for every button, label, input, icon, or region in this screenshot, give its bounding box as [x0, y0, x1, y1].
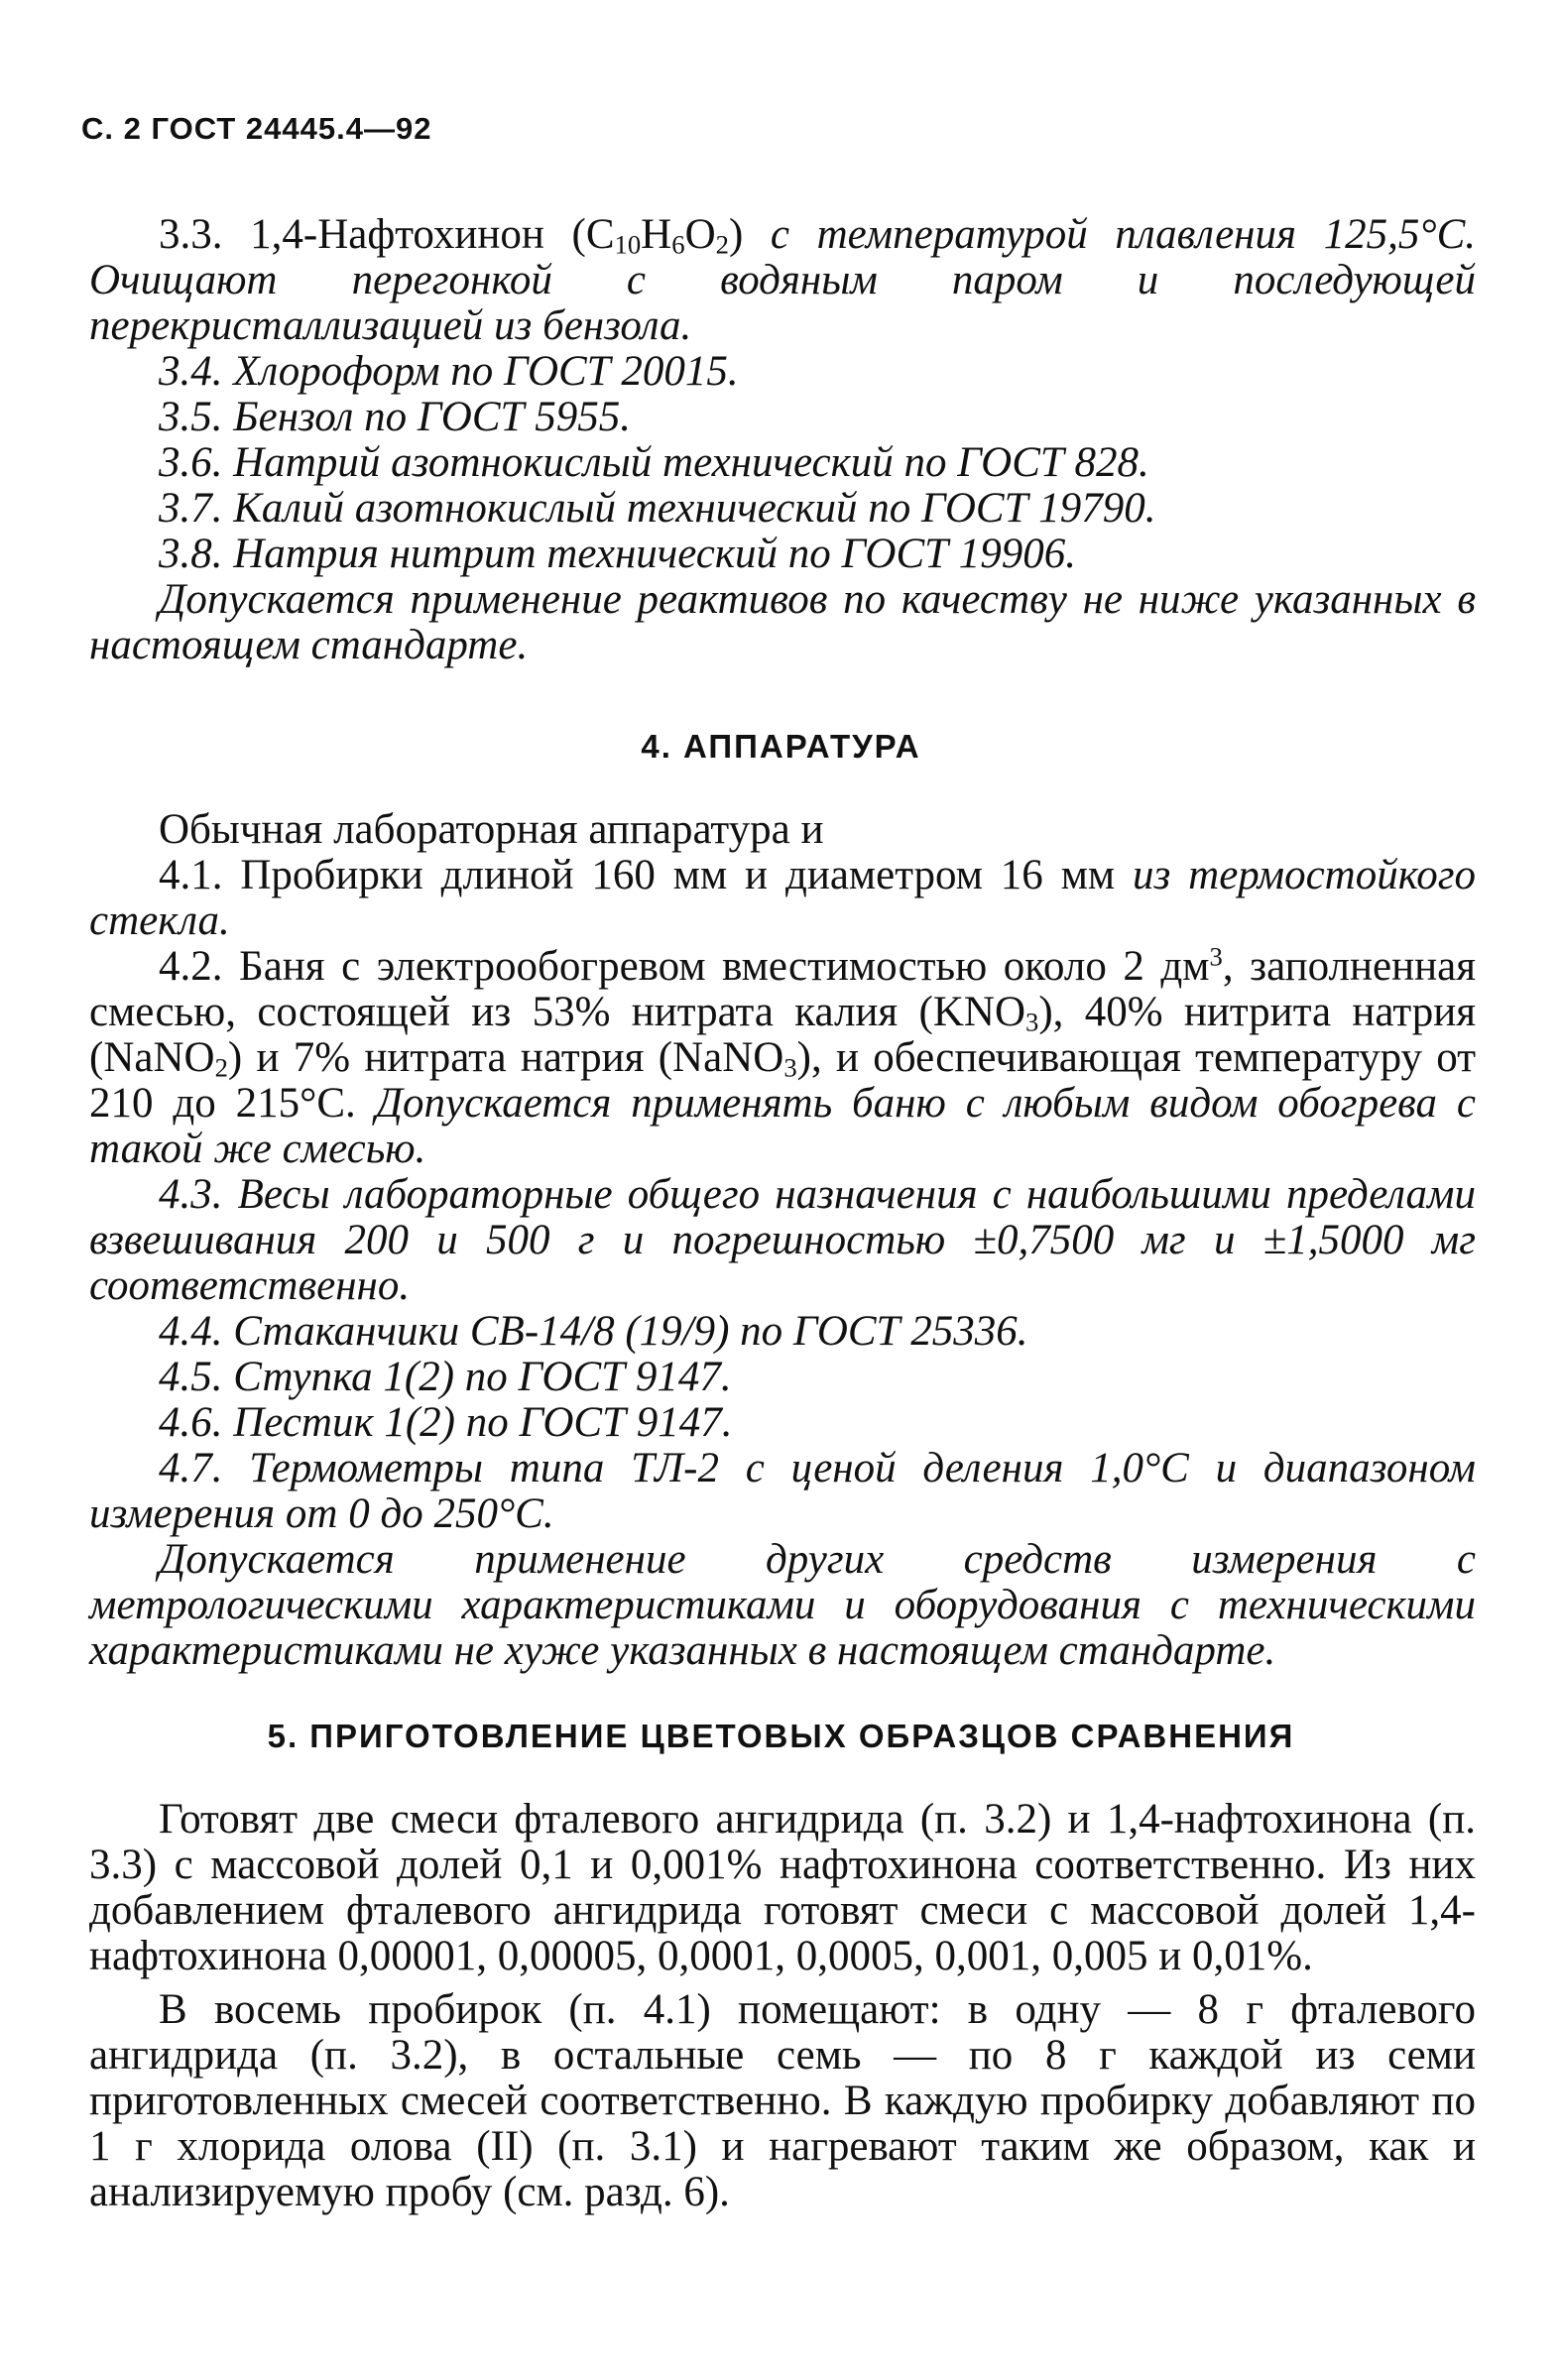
paragraph-3-8: 3.8. Натрия нитрит технический по ГОСТ 19906.: [159, 531, 1077, 577]
section-4-block: [89, 807, 1476, 1674]
paragraph-4-3: 4.3. Весы лабораторные общего назначения с наибольшими пределами взвешивания 200 и 500 г и погрешностью ±0,7500 мг и ±1,5000 мг соответственно.: [89, 1171, 1476, 1309]
paragraph-3-3: 3.3. 1,4-Нафтохинон $(C_{10}H_6O_2)$ с температурой плавления 125,5°С. Очищают перегонкой с водяным паром и последующей перекристаллизацией из бензола.: [89, 211, 1476, 349]
running-head: С. 2 ГОСТ 24445.4—92: [81, 111, 432, 146]
section-3-block: [89, 212, 1476, 668]
section-5-paragraph-2: В восемь пробирок (п. 4.1) помещают: в одну — 8 г фталевого ангидрида (п. 3.2), в остальные семь — по 8 г каждой из семи приготовленных смесей соответственно. В каждую пробирку добавляют по 1 г хлорида олова (II) (п. 3.1) и нагревают таким же образом, как и анализируемую пробу (см. разд. 6).: [89, 1986, 1476, 2215]
section-5-heading: 5. ПРИГОТОВЛЕНИЕ ЦВЕТОВЫХ ОБРАЗЦОВ СРАВНЕНИЯ: [267, 1718, 1295, 1754]
paragraph-4-5: 4.5. Ступка 1(2) по ГОСТ 9147.: [159, 1354, 732, 1400]
paragraph-4-2: 4.2. Баня с электрообогревом вместимостью около 2 $дм^3$, заполненная смесью, состоящей из 53% нитрата калия $(KNO_3)$, 40% нитрита натрия (NaNO$_2$) и 7% нитрата натрия (NaNO$_3$), и обеспечивающая температуру от 210 до 215°С. Допускается применять баню с любым видом обогрева с такой же смесью.: [89, 941, 1476, 1172]
section-4-intro: Обычная лабораторная аппаратура и: [159, 806, 824, 853]
section-4-note: Допускается применение других средств измерения с метрологическими характеристиками и оборудования с техническими характеристиками не хуже указанных в настоящем стандарте.: [89, 1536, 1476, 1674]
section-5-block: [89, 1797, 1476, 2215]
section-5-paragraph-1: Готовят две смеси фталевого ангидрида (п. 3.2) и 1,4-нафтохинона (п. 3.3) с массовой долей 0,1 и 0,001% нафтохинона соответственно. Из них добавлением фталевого ангидрида готовят смеси с массовой долей 1,4-нафтохинона 0,00001, 0,00005, 0,0001, 0,0005, 0,001, 0,005 и 0,01%.: [89, 1796, 1476, 1979]
paragraph-3-4: 3.4. Хлороформ по ГОСТ 20015.: [159, 348, 739, 395]
paragraph-4-1: 4.1. Пробирки длиной 160 мм и диаметром 16 мм из термостойкого стекла.: [89, 852, 1476, 944]
section-4-heading: 4. АППАРАТУРА: [641, 728, 921, 765]
paragraph-4-6: 4.6. Пестик 1(2) по ГОСТ 9147.: [159, 1399, 733, 1446]
paragraph-3-5: 3.5. Бензол по ГОСТ 5955.: [159, 394, 631, 440]
paragraph-4-7: 4.7. Термометры типа ТЛ-2 с ценой деления 1,0°С и диапазоном измерения от 0 до 250°С.: [89, 1445, 1476, 1537]
section-3-note: Допускается применение реактивов по качеству не ниже указанных в настоящем стандарте.: [89, 576, 1476, 668]
paragraph-3-7: 3.7. Калий азотнокислый технический по ГОСТ 19790.: [159, 485, 1156, 532]
paragraph-3-6: 3.6. Натрий азотнокислый технический по ГОСТ 828.: [159, 439, 1149, 486]
paragraph-4-4: 4.4. Стаканчики СВ-14/8 (19/9) по ГОСТ 25336.: [159, 1308, 1028, 1355]
